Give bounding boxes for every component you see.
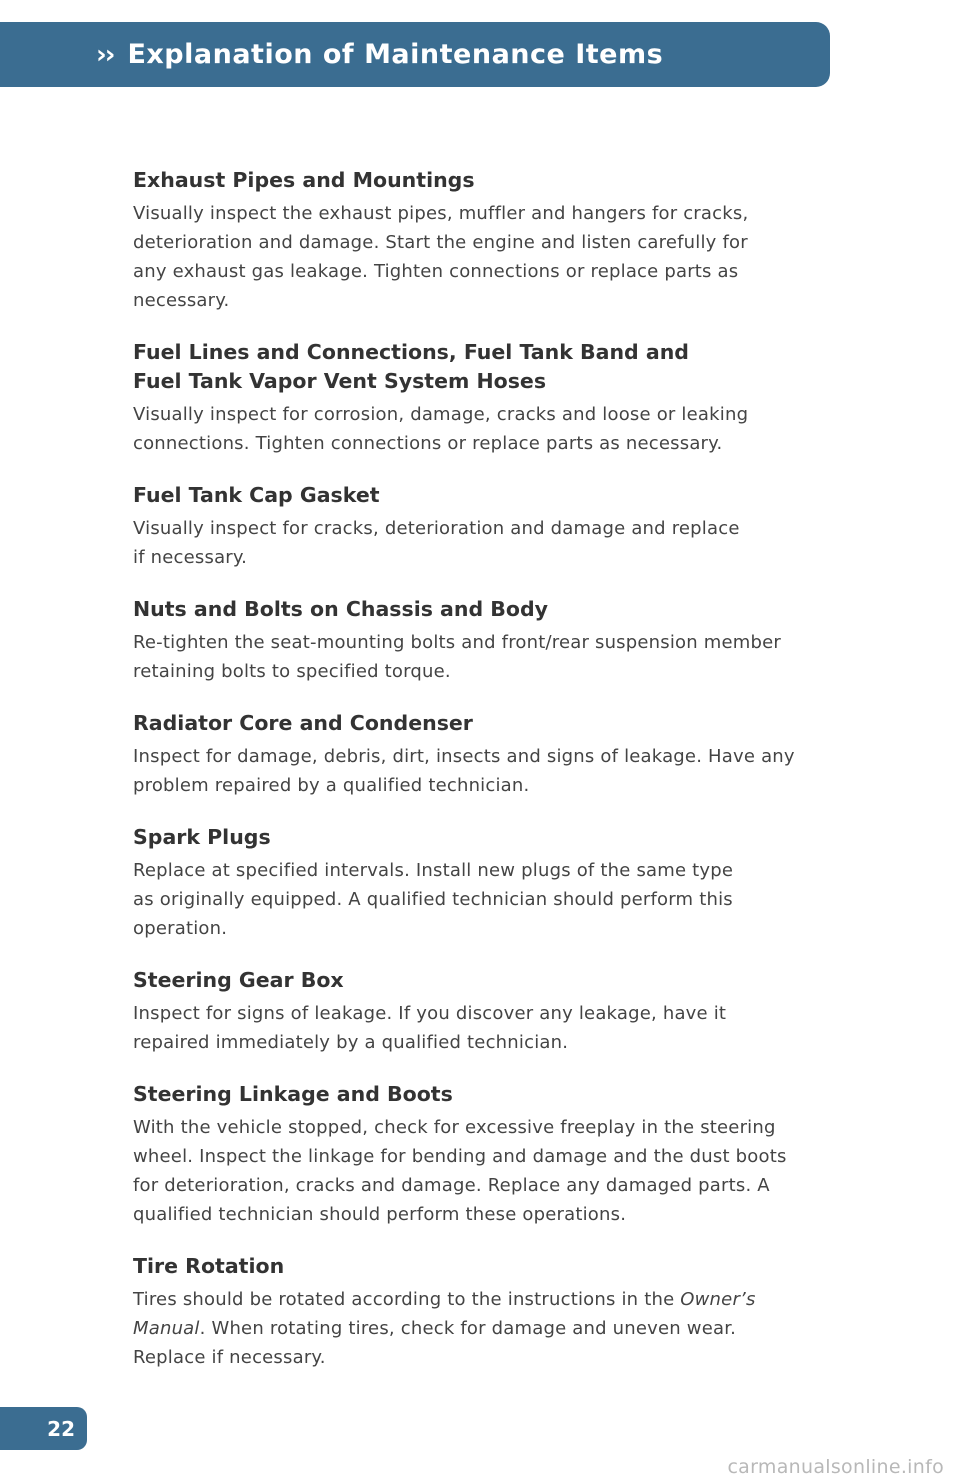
manual-title-italic: Manual xyxy=(133,1318,200,1339)
watermark-text[interactable]: carmanualsonline.info xyxy=(727,1456,944,1478)
section-fuel-lines xyxy=(133,338,843,458)
section-body: Tires should be rotated according to the instructions in the Owner’s Manual. When rotating tires, check for damage and uneven wear. Replace if necessary. xyxy=(133,1289,756,1368)
section-nuts-and-bolts xyxy=(133,595,843,686)
section-spark-plugs xyxy=(133,823,843,943)
section-body: Visually inspect for corrosion, damage, cracks and loose or leaking connections. Tighten connections or replace parts as necessary. xyxy=(133,404,749,454)
section-exhaust-pipes xyxy=(133,166,843,315)
section-title: Fuel Tank Cap Gasket xyxy=(133,483,380,507)
section-body: With the vehicle stopped, check for excessive freeplay in the steering wheel. Inspect the linkage for bending and damage and the dust boots for deterioration, cracks and damage. Replace any damaged parts. A qualified technician should perform these operations. xyxy=(133,1117,787,1225)
section-body: Visually inspect for cracks, deterioration and damage and replace if necessary. xyxy=(133,518,740,568)
section-title: Fuel Lines and Connections, Fuel Tank Band and Fuel Tank Vapor Vent System Hoses xyxy=(133,340,689,393)
maintenance-items-content xyxy=(133,166,843,1395)
manual-title-italic: Owner’s xyxy=(680,1289,756,1310)
section-title: Nuts and Bolts on Chassis and Body xyxy=(133,597,549,621)
section-body: Inspect for signs of leakage. If you discover any leakage, have it repaired immediately by a qualified technician. xyxy=(133,1003,727,1053)
section-fuel-tank-cap xyxy=(133,481,843,572)
section-body: Visually inspect the exhaust pipes, muffler and hangers for cracks, deterioration and damage. Start the engine and listen carefully for any exhaust gas leakage. Tighten connections or replace parts as necessary. xyxy=(133,203,749,311)
section-steering-linkage xyxy=(133,1080,843,1229)
section-title: Steering Linkage and Boots xyxy=(133,1082,453,1106)
chevron-right-icon: ›› xyxy=(96,39,114,70)
section-body: Inspect for damage, debris, dirt, insects and signs of leakage. Have any problem repaired by a qualified technician. xyxy=(133,746,795,796)
section-radiator-core xyxy=(133,709,843,800)
section-steering-gear-box xyxy=(133,966,843,1057)
section-title: Exhaust Pipes and Mountings xyxy=(133,168,475,192)
section-title: Tire Rotation xyxy=(133,1254,285,1278)
section-title: Steering Gear Box xyxy=(133,968,344,992)
section-body: Replace at specified intervals. Install new plugs of the same type as originally equipped. A qualified technician should perform this operation. xyxy=(133,860,734,939)
section-header-bar xyxy=(0,22,830,87)
page-number: 22 xyxy=(0,1407,87,1450)
section-tire-rotation xyxy=(133,1252,843,1372)
section-body: Re-tighten the seat-mounting bolts and front/rear suspension member retaining bolts to specified torque. xyxy=(133,632,782,682)
section-title: Spark Plugs xyxy=(133,825,271,849)
page-title: Explanation of Maintenance Items xyxy=(127,39,664,70)
section-title: Radiator Core and Condenser xyxy=(133,711,473,735)
